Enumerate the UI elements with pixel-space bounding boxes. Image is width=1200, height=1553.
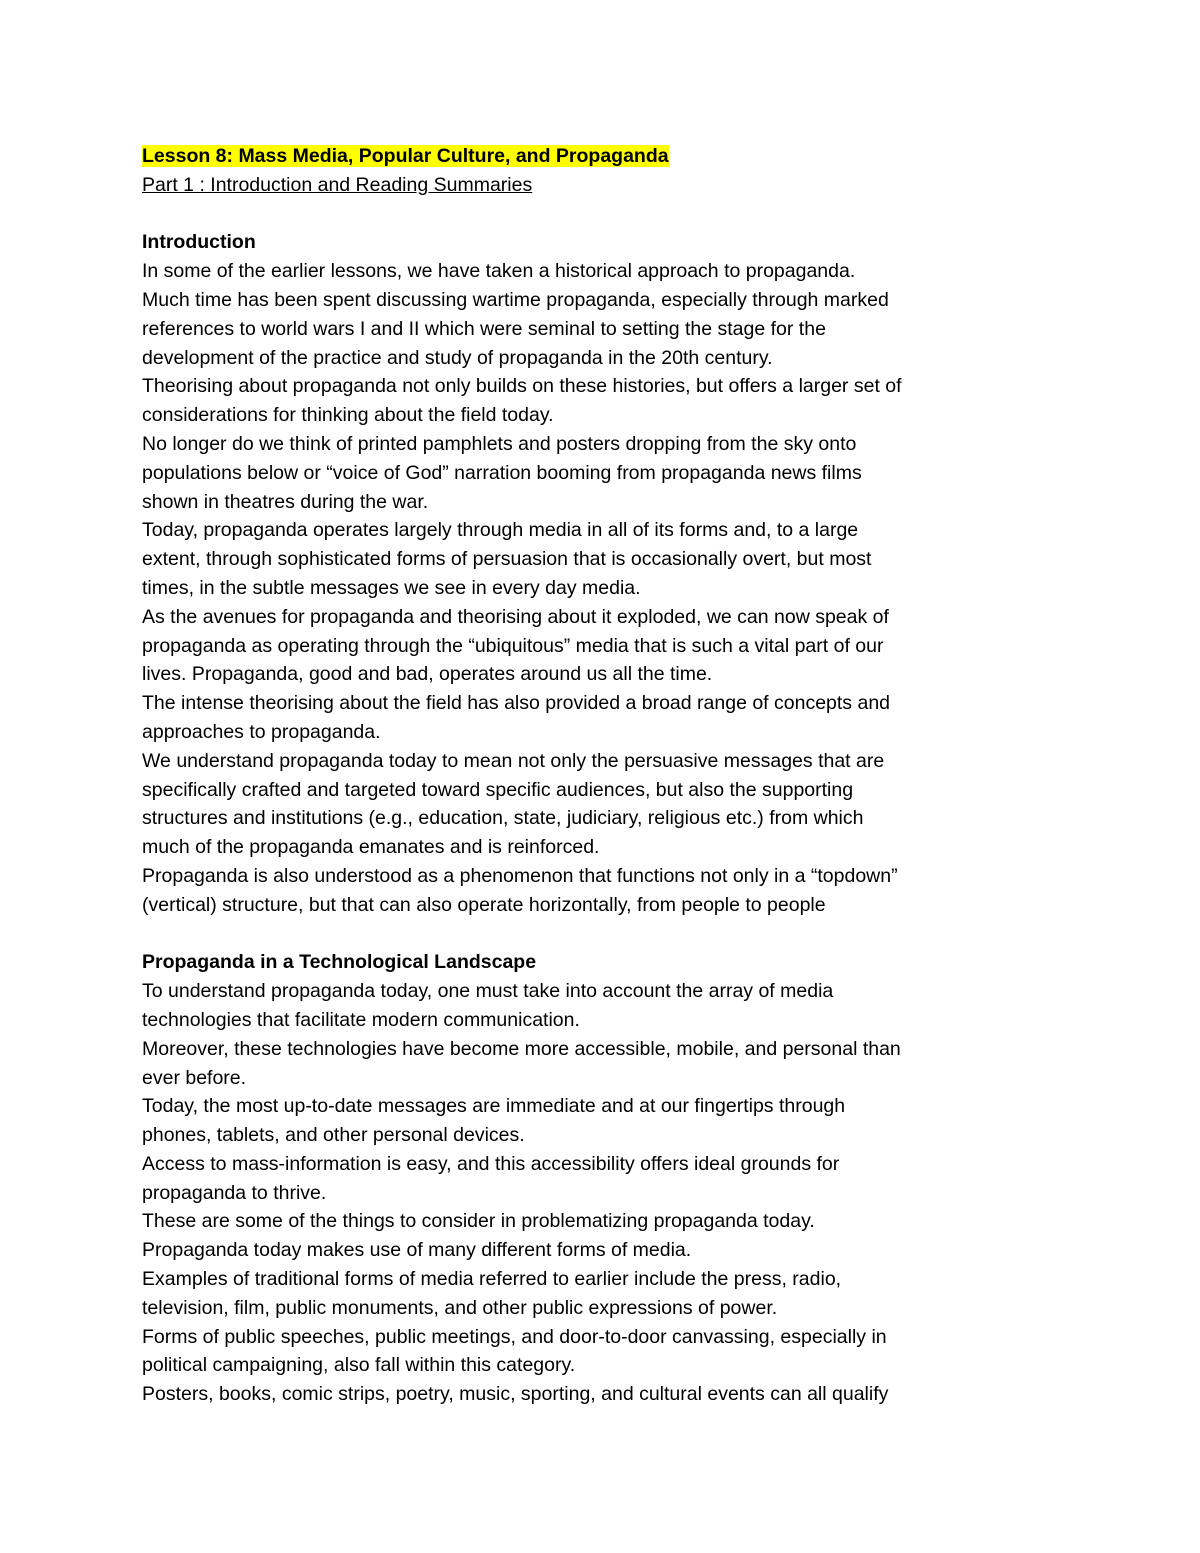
paragraph-line: Today, propaganda operates largely through media in all of its forms and, to a large: [142, 519, 859, 542]
blank-line: [142, 920, 1042, 949]
paragraph-line: Access to mass-information is easy, and this accessibility offers ideal grounds for: [142, 1152, 840, 1175]
paragraph-line: considerations for thinking about the field today.: [142, 404, 554, 427]
paragraph-line: Examples of traditional forms of media referred to earlier include the press, radio,: [142, 1268, 842, 1291]
paragraph-line: Moreover, these technologies have become more accessible, mobile, and personal than: [142, 1037, 901, 1060]
section-heading-introduction: Introduction: [142, 231, 256, 254]
paragraph-line: approaches to propaganda.: [142, 720, 381, 743]
paragraph-line: These are some of the things to consider in problematizing propaganda today.: [142, 1210, 815, 1233]
lesson-subtitle: Part 1 : Introduction and Reading Summaries: [142, 173, 533, 196]
paragraph-line: propaganda as operating through the “ubiquitous” media that is such a vital part of our: [142, 634, 884, 657]
paragraph-line: In some of the earlier lessons, we have taken a historical approach to propaganda.: [142, 260, 856, 283]
paragraph-line: Propaganda is also understood as a phenomenon that functions not only in a “topdown”: [142, 864, 898, 887]
paragraph-line: phones, tablets, and other personal devices.: [142, 1124, 525, 1147]
lesson-title: [142, 142, 1042, 171]
paragraph-line: Posters, books, comic strips, poetry, music, sporting, and cultural events can all qualify: [142, 1383, 889, 1406]
paragraph-line: lives. Propaganda, good and bad, operates around us all the time.: [142, 663, 713, 686]
paragraph-line: Much time has been spent discussing wartime propaganda, especially through marked: [142, 288, 889, 311]
paragraph-line: Theorising about propaganda not only builds on these histories, but offers a larger set of: [142, 375, 902, 398]
paragraph-line: populations below or “voice of God” narration booming from propaganda news films: [142, 461, 862, 484]
paragraph-line: references to world wars I and II which were seminal to setting the stage for the: [142, 317, 826, 340]
paragraph-line: Forms of public speeches, public meetings, and door-to-door canvassing, especially in: [142, 1325, 887, 1348]
paragraph-line: technologies that facilitate modern communication.: [142, 1008, 580, 1031]
paragraph-line: As the avenues for propaganda and theorising about it exploded, we can now speak of: [142, 605, 889, 628]
paragraph-line: No longer do we think of printed pamphlets and posters dropping from the sky onto: [142, 432, 857, 455]
paragraph-line: shown in theatres during the war.: [142, 490, 429, 513]
paragraph-line: structures and institutions (e.g., education, state, judiciary, religious etc.) from which: [142, 807, 864, 830]
paragraph-line: times, in the subtle messages we see in every day media.: [142, 576, 641, 599]
title-highlight: Lesson 8: Mass Media, Popular Culture, and Propaganda: [142, 145, 669, 167]
blank-line: [142, 200, 1042, 229]
section-heading-technological-landscape: Propaganda in a Technological Landscape: [142, 951, 537, 974]
paragraph-line: Propaganda today makes use of many different forms of media.: [142, 1239, 692, 1262]
paragraph-line: We understand propaganda today to mean not only the persuasive messages that are: [142, 749, 885, 772]
document-page: [142, 142, 1042, 1409]
paragraph-line: To understand propaganda today, one must take into account the array of media: [142, 980, 834, 1003]
paragraph-line: The intense theorising about the field has also provided a broad range of concepts and: [142, 692, 891, 715]
paragraph-line: extent, through sophisticated forms of persuasion that is occasionally overt, but most: [142, 548, 872, 571]
paragraph-line: development of the practice and study of propaganda in the 20th century.: [142, 346, 773, 369]
paragraph-line: much of the propaganda emanates and is reinforced.: [142, 836, 600, 859]
paragraph-line: television, film, public monuments, and other public expressions of power.: [142, 1296, 778, 1319]
paragraph-line: Today, the most up-to-date messages are immediate and at our fingertips through: [142, 1095, 846, 1118]
paragraph-line: propaganda to thrive.: [142, 1181, 327, 1204]
paragraph-line: specifically crafted and targeted toward specific audiences, but also the supporting: [142, 778, 854, 801]
paragraph-line: (vertical) structure, but that can also operate horizontally, from people to people: [142, 893, 826, 916]
paragraph-line: ever before.: [142, 1066, 247, 1089]
paragraph-line: political campaigning, also fall within this category.: [142, 1354, 576, 1377]
